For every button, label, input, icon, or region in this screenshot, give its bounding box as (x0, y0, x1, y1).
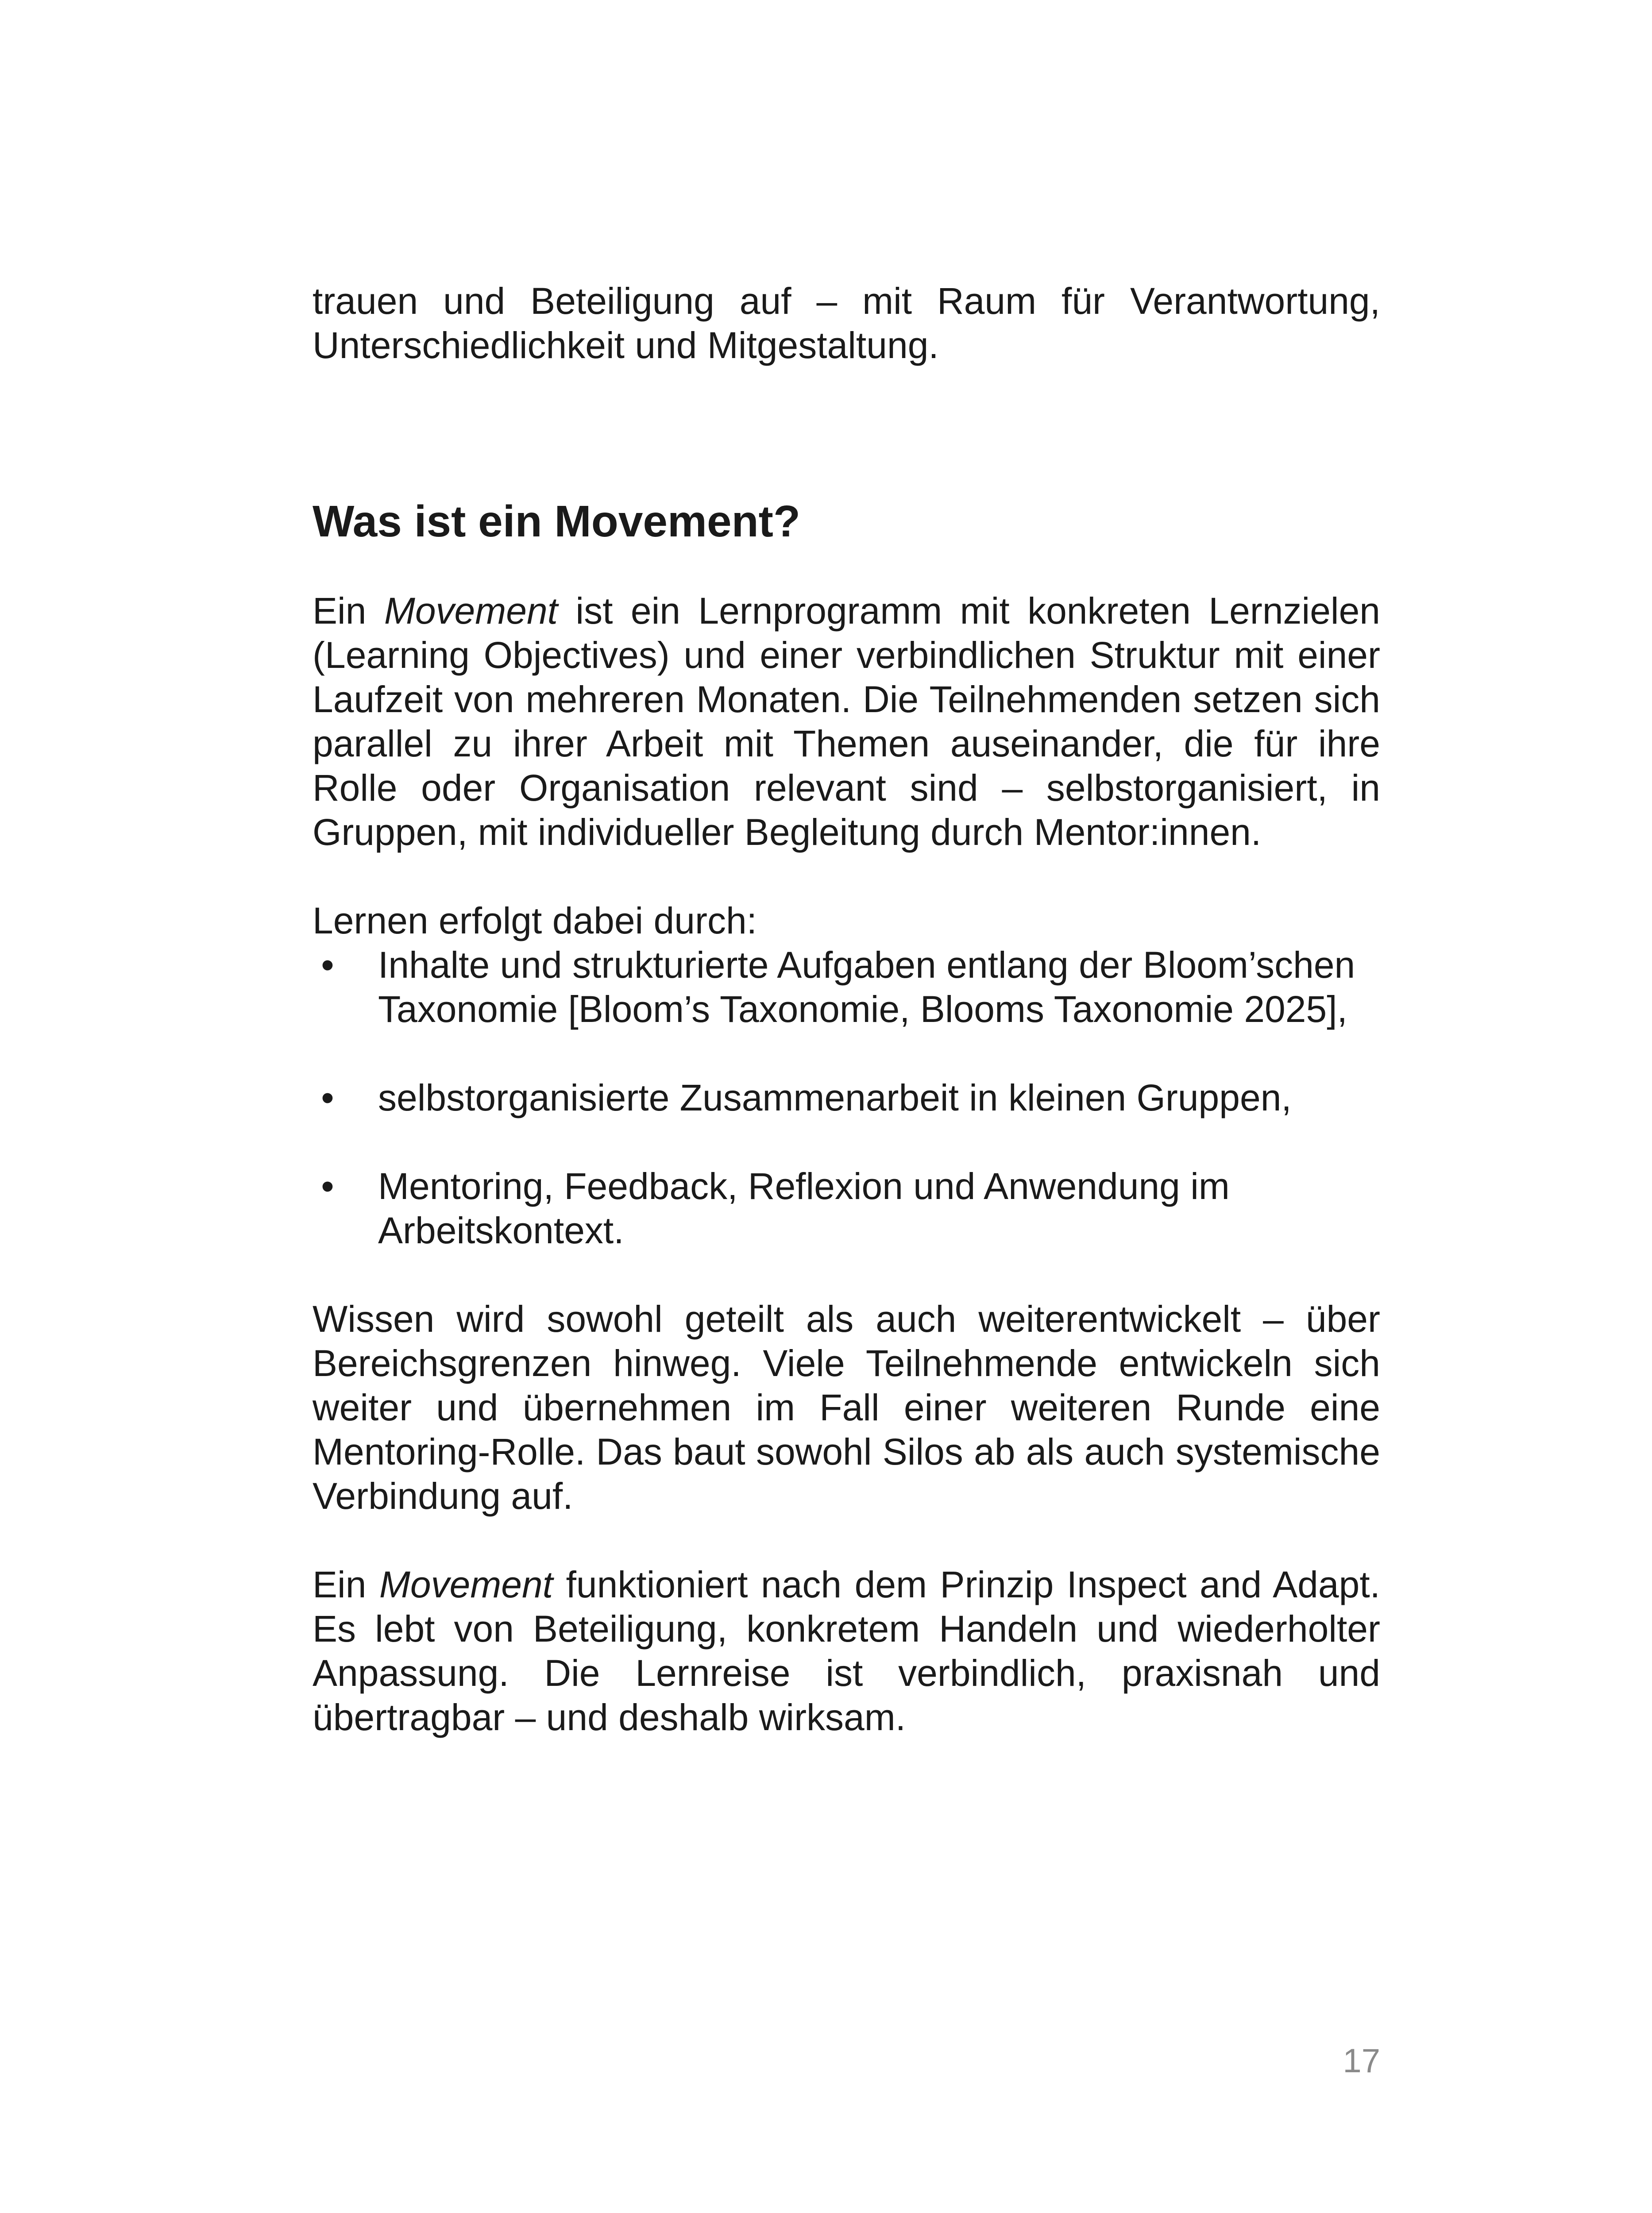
intro-paragraph-block (313, 279, 1380, 367)
list-item (313, 943, 1380, 1031)
list-item-text: Mentoring, Feedback, Reflexion und Anwendung im Arbeitskontext. (378, 1165, 1230, 1251)
paragraph-spacer (313, 1518, 1380, 1562)
list-item-text: Inhalte und strukturierte Aufgaben entlang der Bloom’schen Taxonomie [Bloom’s Taxonomie, Blooms Taxonomie 2025], (378, 944, 1355, 1030)
definition-prefix: Ein (313, 590, 384, 632)
bullet-icon: • (321, 1077, 334, 1118)
page-number: 17 (1343, 2042, 1380, 2080)
intro-continuation-paragraph: trauen und Beteiligung auf – mit Raum für Verantwortung, Unterschiedlichkeit und Mitgestaltung. (313, 280, 1380, 366)
list-item (313, 1164, 1380, 1253)
principle-text: funktioniert nach dem Prinzip Inspect and Adapt. Es lebt von Beteiligung, konkretem Handeln und wiederholter Anpassung. Die Lernreise ist verbindlich, praxisnah und übertragbar – und deshalb wirksam. (313, 1564, 1380, 1738)
learning-methods-list (313, 943, 1380, 1253)
bullet-icon: • (321, 944, 334, 986)
bullet-icon: • (321, 1165, 334, 1207)
list-lead: Lernen erfolgt dabei durch: (313, 900, 757, 941)
section-body (313, 589, 1380, 1739)
principle-prefix: Ein (313, 1564, 379, 1605)
definition-paragraph (313, 589, 1380, 854)
list-item-text: selbstorganisierte Zusammenarbeit in kleinen Gruppen, (378, 1077, 1292, 1118)
section-heading: Was ist ein Movement? (313, 497, 801, 546)
definition-term: Movement (384, 590, 558, 632)
list-item (313, 1076, 1380, 1120)
knowledge-paragraph: Wissen wird sowohl geteilt als auch weiterentwickelt – über Bereichsgrenzen hinweg. Viele Teilnehmende entwickeln sich weiter und übernehmen im Fall einer weiteren Runde eine Mentoring-Rolle. Das baut sowohl Silos ab als auch systemische Verbindung auf. (313, 1298, 1380, 1517)
paragraph-spacer (313, 854, 1380, 898)
definition-text: ist ein Lernprogramm mit konkreten Lernzielen (Learning Objectives) und einer verbindlichen Struktur mit einer Laufzeit von mehreren Monaten. Die Teilnehmenden setzen sich parallel zu ihrer Arbeit mit Themen auseinander, die für ihre Rolle oder Organisation relevant sind – selbstorganisiert, in Gruppen, mit individueller Begleitung durch Mentor:innen. (313, 590, 1381, 853)
paragraph-spacer (313, 1253, 1380, 1297)
principle-paragraph (313, 1562, 1380, 1739)
principle-term: Movement (379, 1564, 553, 1605)
